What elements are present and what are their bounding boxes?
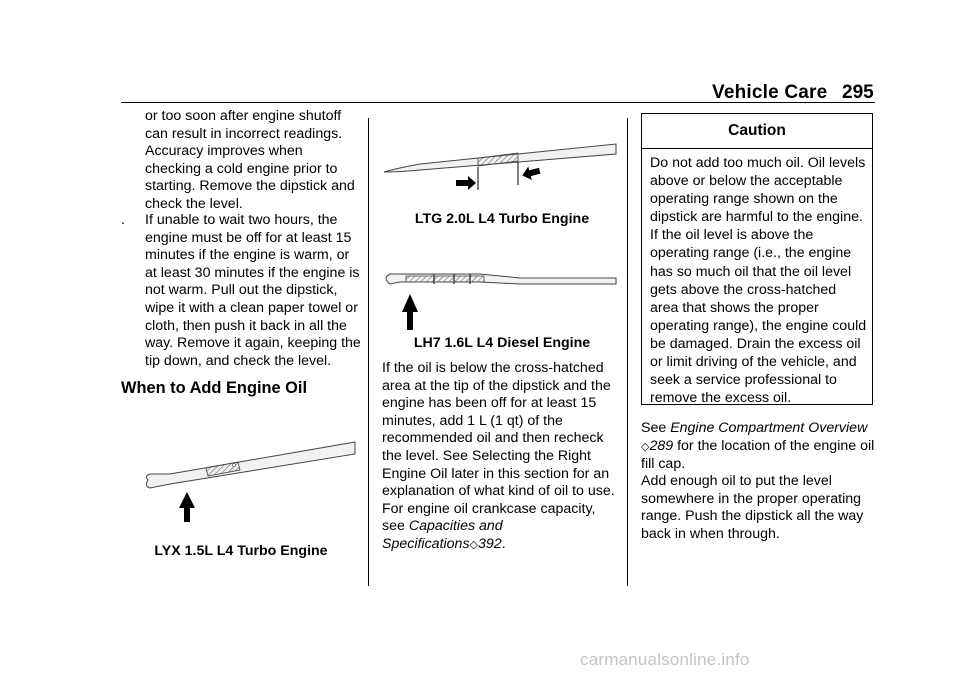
watermark: carmanualsonline.info [580, 650, 750, 669]
engine-compartment-page-ref[interactable]: 289 [649, 437, 674, 454]
engine-compartment-link[interactable]: Engine Compartment Overview [670, 420, 868, 436]
column-divider-2 [627, 118, 628, 586]
section-title: Vehicle Care [712, 82, 828, 103]
capacities-link[interactable]: Capacities and Specifications [382, 518, 503, 552]
see-paragraph [641, 420, 877, 474]
add-oil-paragraph [382, 360, 622, 555]
see-word: See [641, 420, 671, 436]
figure-caption-lh7: LH7 1.6L L4 Diesel Engine [413, 335, 591, 351]
dipstick-figure-ltg [380, 130, 620, 200]
page-number: 295 [842, 82, 874, 103]
bullet-text: If unable to wait two hours, the engine must be off for at least 15 minutes if the engine is warm, or at least 30 minutes if the engine is not warm. Pull out the dipstick, wipe it with a clean paper towel or cloth, then push it back in all the way. Remove it again, keeping the tip down, and check the level. [145, 212, 361, 369]
caution-rule [642, 148, 872, 149]
section-heading: When to Add Engine Oil [121, 379, 308, 397]
dipstick-figure-lyx [140, 430, 360, 530]
bullet-marker: . [121, 212, 125, 228]
caution-body: Do not add too much oil. Oil levels above or below the acceptable operating range shown on the dipstick are harmful to the engine. If the oil level is above the operating range (i.e., the engine has so much oil that the oil level gets above the cross-hatched area that shows the proper operating range), the engine could be damaged. Drain the excess oil or limit driving of the vehicle, and seek a service professional to remove the excess oil. [650, 155, 867, 407]
figure-caption-ltg: LTG 2.0L L4 Turbo Engine [414, 211, 590, 227]
add-oil-end: . [501, 535, 506, 552]
header-rule [121, 102, 875, 103]
caution-title: Caution [728, 122, 786, 139]
page-reference-icon: ◇ [641, 440, 650, 453]
figure-caption-lyx: LYX 1.5L L4 Turbo Engine [154, 543, 328, 559]
dipstick-figure-lh7 [380, 260, 620, 332]
add-enough-paragraph: Add enough oil to put the level somewhere in the proper operating range. Push the dipstick all the way back in when through. [641, 473, 864, 542]
caution-box [641, 113, 873, 405]
page-reference-icon: ◇ [469, 538, 479, 551]
page-header [0, 82, 960, 104]
continued-paragraph: or too soon after engine shutoff can result in incorrect readings. Accuracy improves when checking a cold engine prior to starting. Remove the dipstick and check the level. [145, 108, 355, 212]
column-divider-1 [368, 118, 369, 586]
add-oil-text: If the oil is below the cross-hatched area at the tip of the dipstick and the engine has been off for at least 15 minutes, add 1 L (1 qt) of the recommended oil and then recheck the level. See Selecting the Right Engine Oil later in this section for an explanation of what kind of oil to use. For engine oil crankcase capacity, see [382, 360, 615, 535]
capacities-page-ref[interactable]: 392 [478, 535, 502, 552]
see-rest: for the location of the engine oil fill cap. [641, 437, 875, 473]
